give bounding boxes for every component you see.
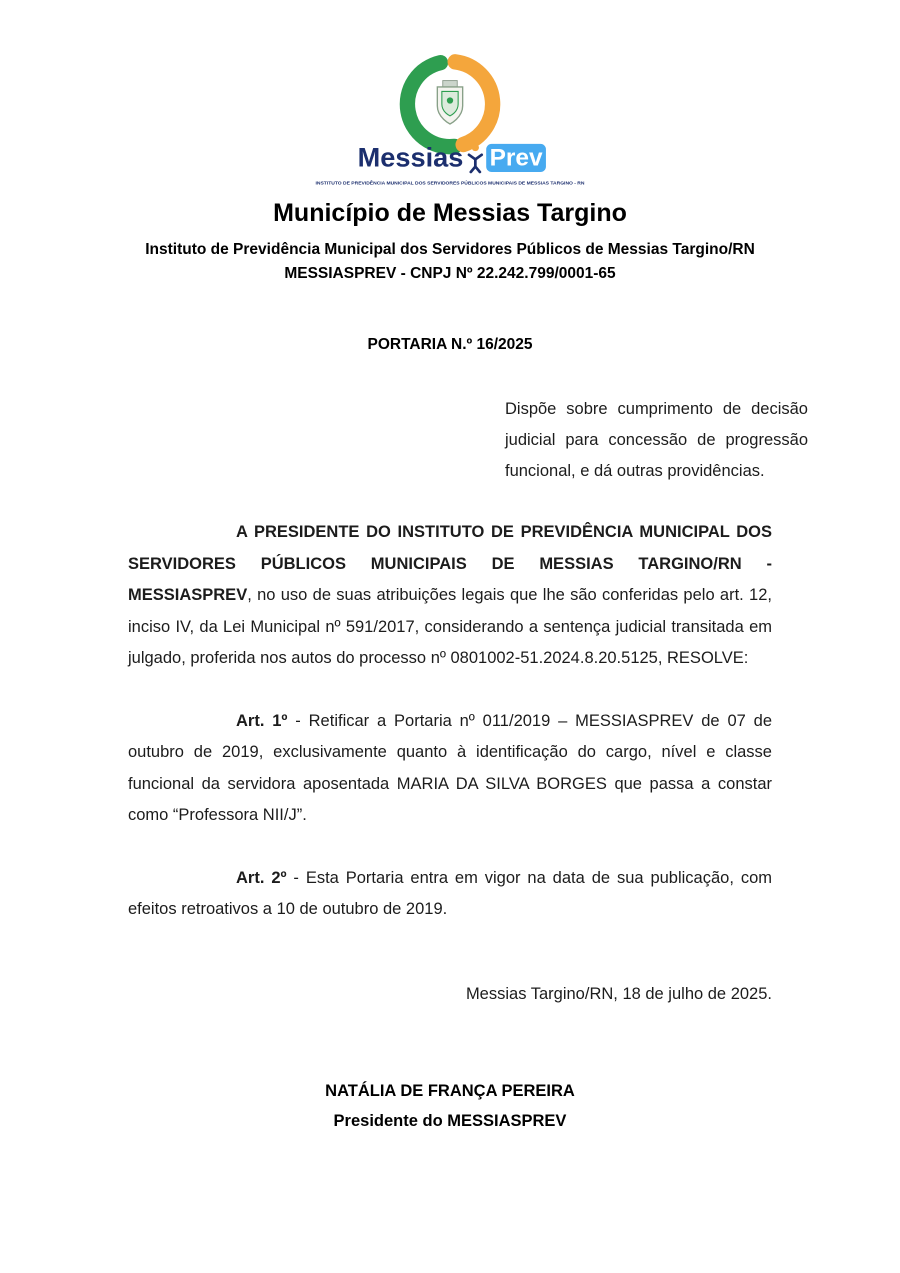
header-subtitle-cnpj: MESSIASPREV - CNPJ Nº 22.242.799/0001-65 [284,265,616,282]
preamble-rest: , no uso de suas atribuições legais que lhe são conferidas pelo art. 12, inciso IV, da Lei Municipal nº 591/2017, considerando a sentença judicial transitada em julgado, proferida nos autos do processo nº 0801002-51.2024.8.20.5125, RESOLVE: [128,586,772,667]
header-subtitle-institute: Instituto de Previdência Municipal dos Servidores Públicos de Messias Targino/RN [145,241,755,258]
coat-of-arms-icon [437,81,462,124]
logo-tagline: INSTITUTO DE PREVIDÊNCIA MUNICIPAL DOS SERVIDORES PÚBLICOS MUNICIPAIS DE MESSIAS TARGINO - RN [315,181,585,187]
messiasprev-logo-icon [305,48,595,191]
logo [128,48,772,191]
logo-wordmark-messias: Messias [357,141,464,173]
page-title: Município de Messias Targino [273,199,627,227]
signature-block [128,1076,772,1136]
epigraph: Dispõe sobre cumprimento de decisão judicial para concessão de progressão funcional, e dá outras providências. [505,400,808,480]
article-1 [128,706,772,832]
article-2 [128,863,772,926]
preamble-paragraph [128,517,772,675]
article-2-label: Art. 2º [236,868,287,887]
portaria-heading: PORTARIA N.º 16/2025 [367,336,533,353]
article-2-text: - Esta Portaria entra em vigor na data de sua publicação, com efeitos retroativos a 10 de outubro de 2019. [128,868,772,918]
article-1-text: - Retificar a Portaria nº 011/2019 – MESSIASPREV de 07 de outubro de 2019, exclusivamente quanto à identificação do cargo, nível e classe funcional da servidora aposentada MARIA DA SILVA BORGES que passa a constar como “Professora NII/J”. [128,711,772,824]
logo-wordmark-prev: Prev [489,144,543,172]
dateline: Messias Targino/RN, 18 de julho de 2025. [465,984,772,1003]
signature-role: Presidente do MESSIASPREV [333,1111,567,1130]
preamble-bold: A PRESIDENTE DO INSTITUTO DE PREVIDÊNCIA MUNICIPAL DOS SERVIDORES PÚBLICOS MUNICIPAIS DE MESSIAS TARGINO/RN - MESSIASPREV [128,523,772,604]
signature-name: NATÁLIA DE FRANÇA PEREIRA [325,1081,575,1100]
article-1-label: Art. 1º [236,711,288,730]
